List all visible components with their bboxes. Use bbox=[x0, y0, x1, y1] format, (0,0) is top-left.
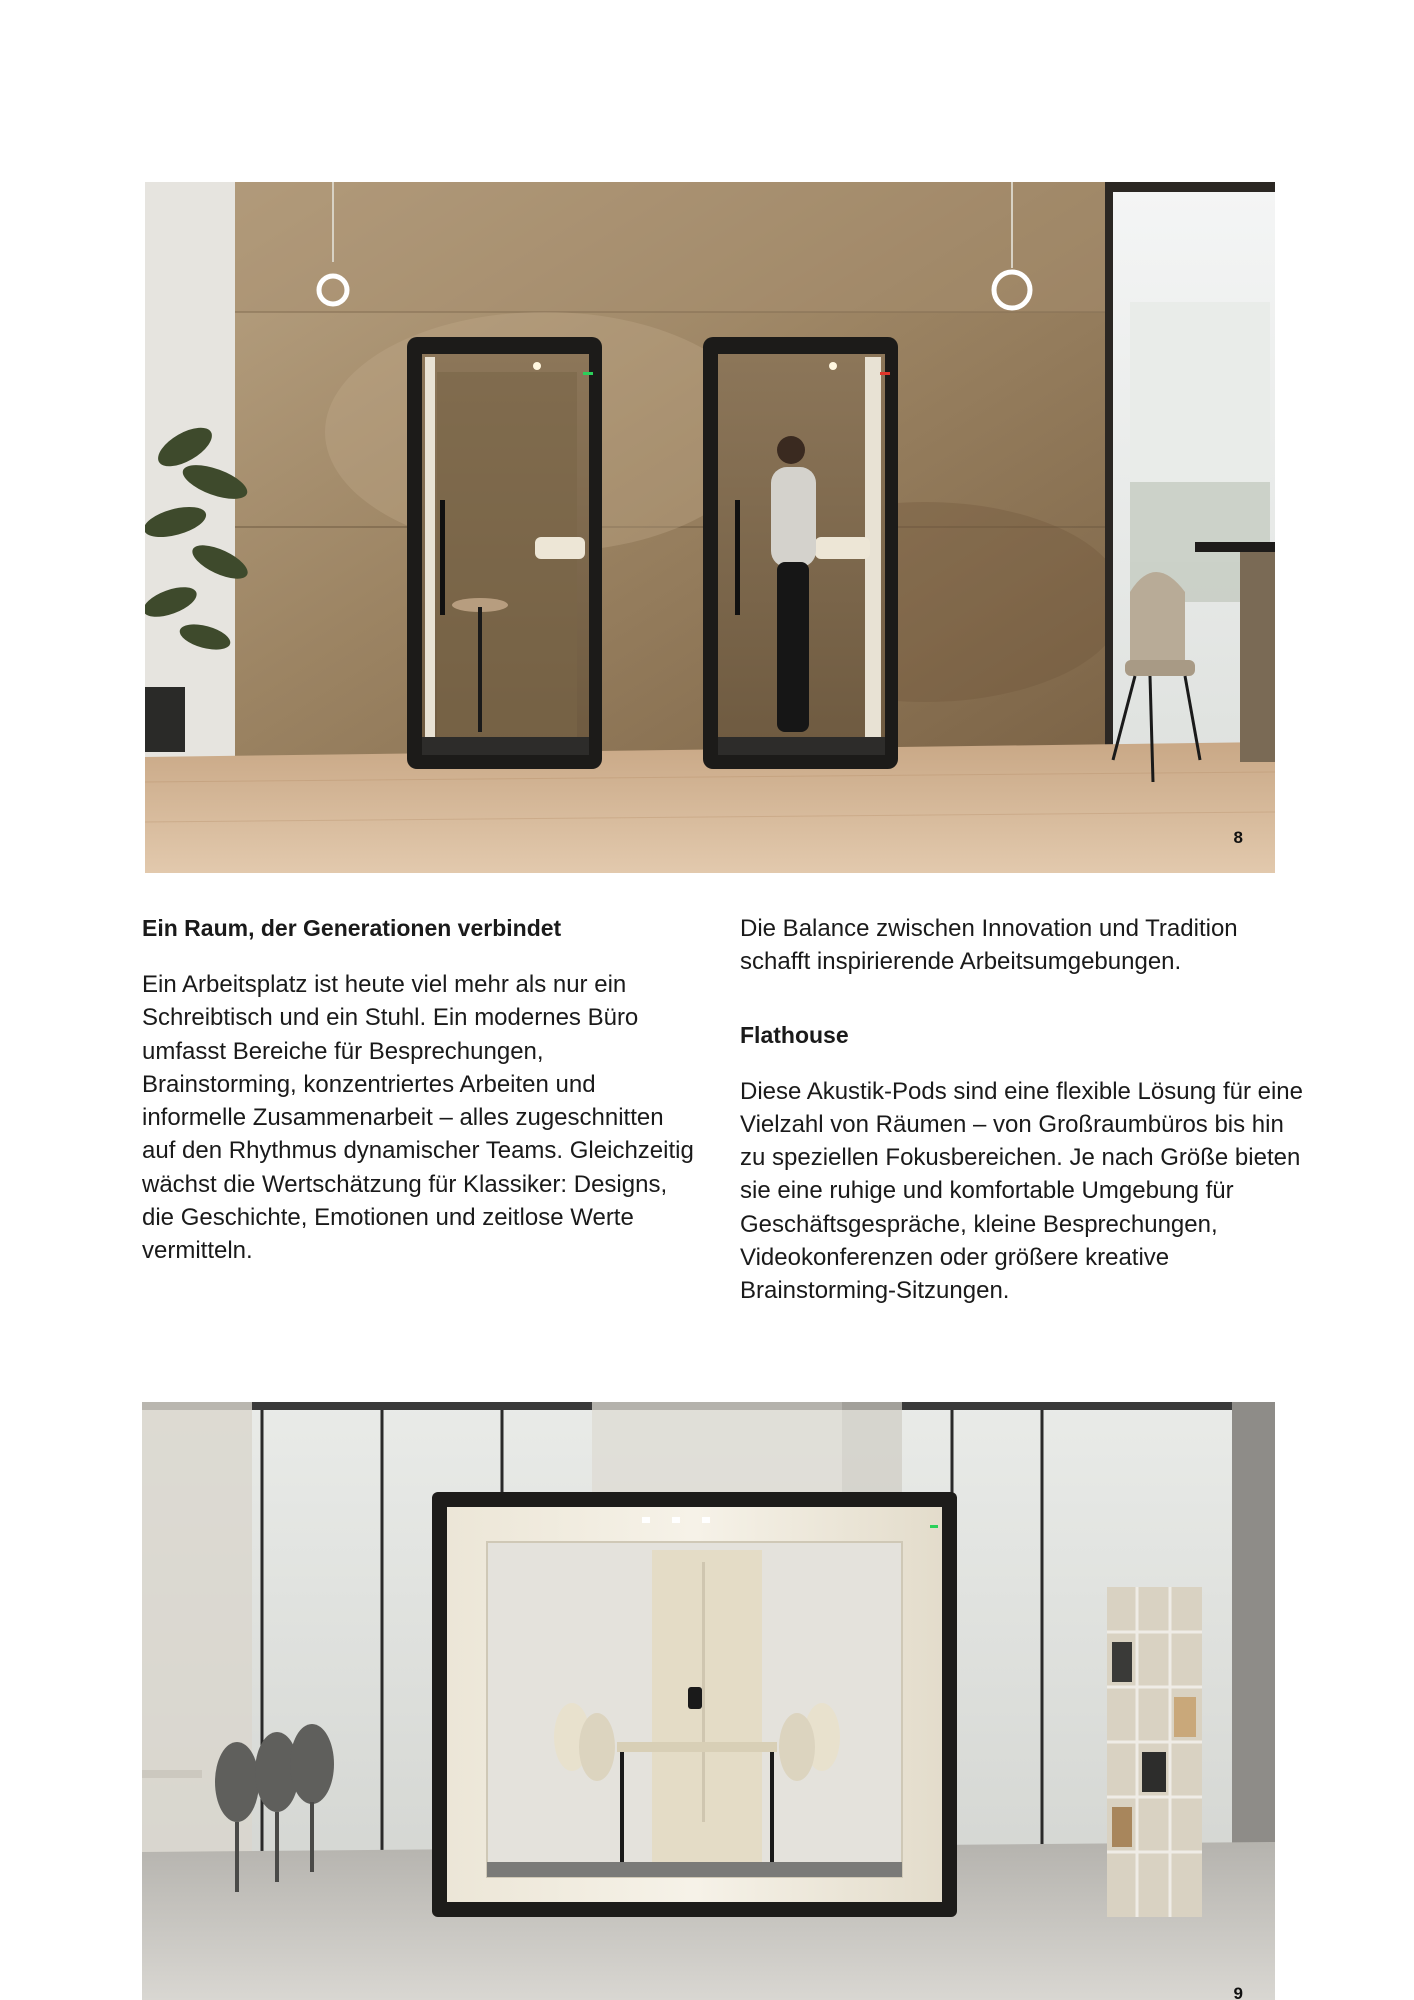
phone-booth-pod-right bbox=[703, 337, 898, 769]
phone-booths-illustration bbox=[145, 182, 1275, 873]
section-heading-flathouse: Flathouse bbox=[740, 1021, 849, 1048]
left-text-column bbox=[142, 912, 702, 1268]
right-body-paragraph: Diese Akustik-Pods sind eine flexible Lösung für eine Vielzahl von Räumen – von Großraumbüros bis hin zu speziellen Fokusbereichen. Je nach Größe bieten sie eine ruhige und komfortable Umgebung für Geschäftsgespräche, kleine Besprechungen, Videokonferenzen oder größere kreative Brainstorming-Sitzungen. bbox=[740, 1077, 1303, 1305]
phone-booth-pod-left bbox=[407, 337, 602, 769]
left-body-paragraph: Ein Arbeitsplatz ist heute viel mehr als nur ein Schreibtisch und ein Stuhl. Ein modernes Büro umfasst Bereiche für Besprechungen, Brainstorming, konzentriertes Arbeiten und informelle Zusammenarbeit – alles zugeschnitten auf den Rhythmus dynamischer Teams. Gleichzeitig wächst die Wertschätzung für Klassiker: Designs, die Geschichte, Emotionen und zeitlose Werte vermitteln. bbox=[142, 971, 694, 1265]
page-number-bottom: 9 bbox=[1233, 1984, 1243, 2000]
flathouse-meeting-pod bbox=[432, 1492, 957, 1917]
right-intro-paragraph: Die Balance zwischen Innovation und Tradition schafft inspirierende Arbeitsumgebungen. bbox=[740, 915, 1238, 976]
page-number-top: 8 bbox=[1233, 828, 1243, 847]
meeting-pod-illustration bbox=[142, 1402, 1275, 2000]
bookshelf bbox=[1107, 1587, 1202, 1917]
section-heading-generations: Ein Raum, der Generationen verbindet bbox=[142, 915, 562, 941]
top-photo-phone-booths bbox=[145, 182, 1275, 873]
bottom-photo-meeting-pod bbox=[142, 1402, 1275, 2000]
right-text-column bbox=[740, 912, 1310, 1308]
